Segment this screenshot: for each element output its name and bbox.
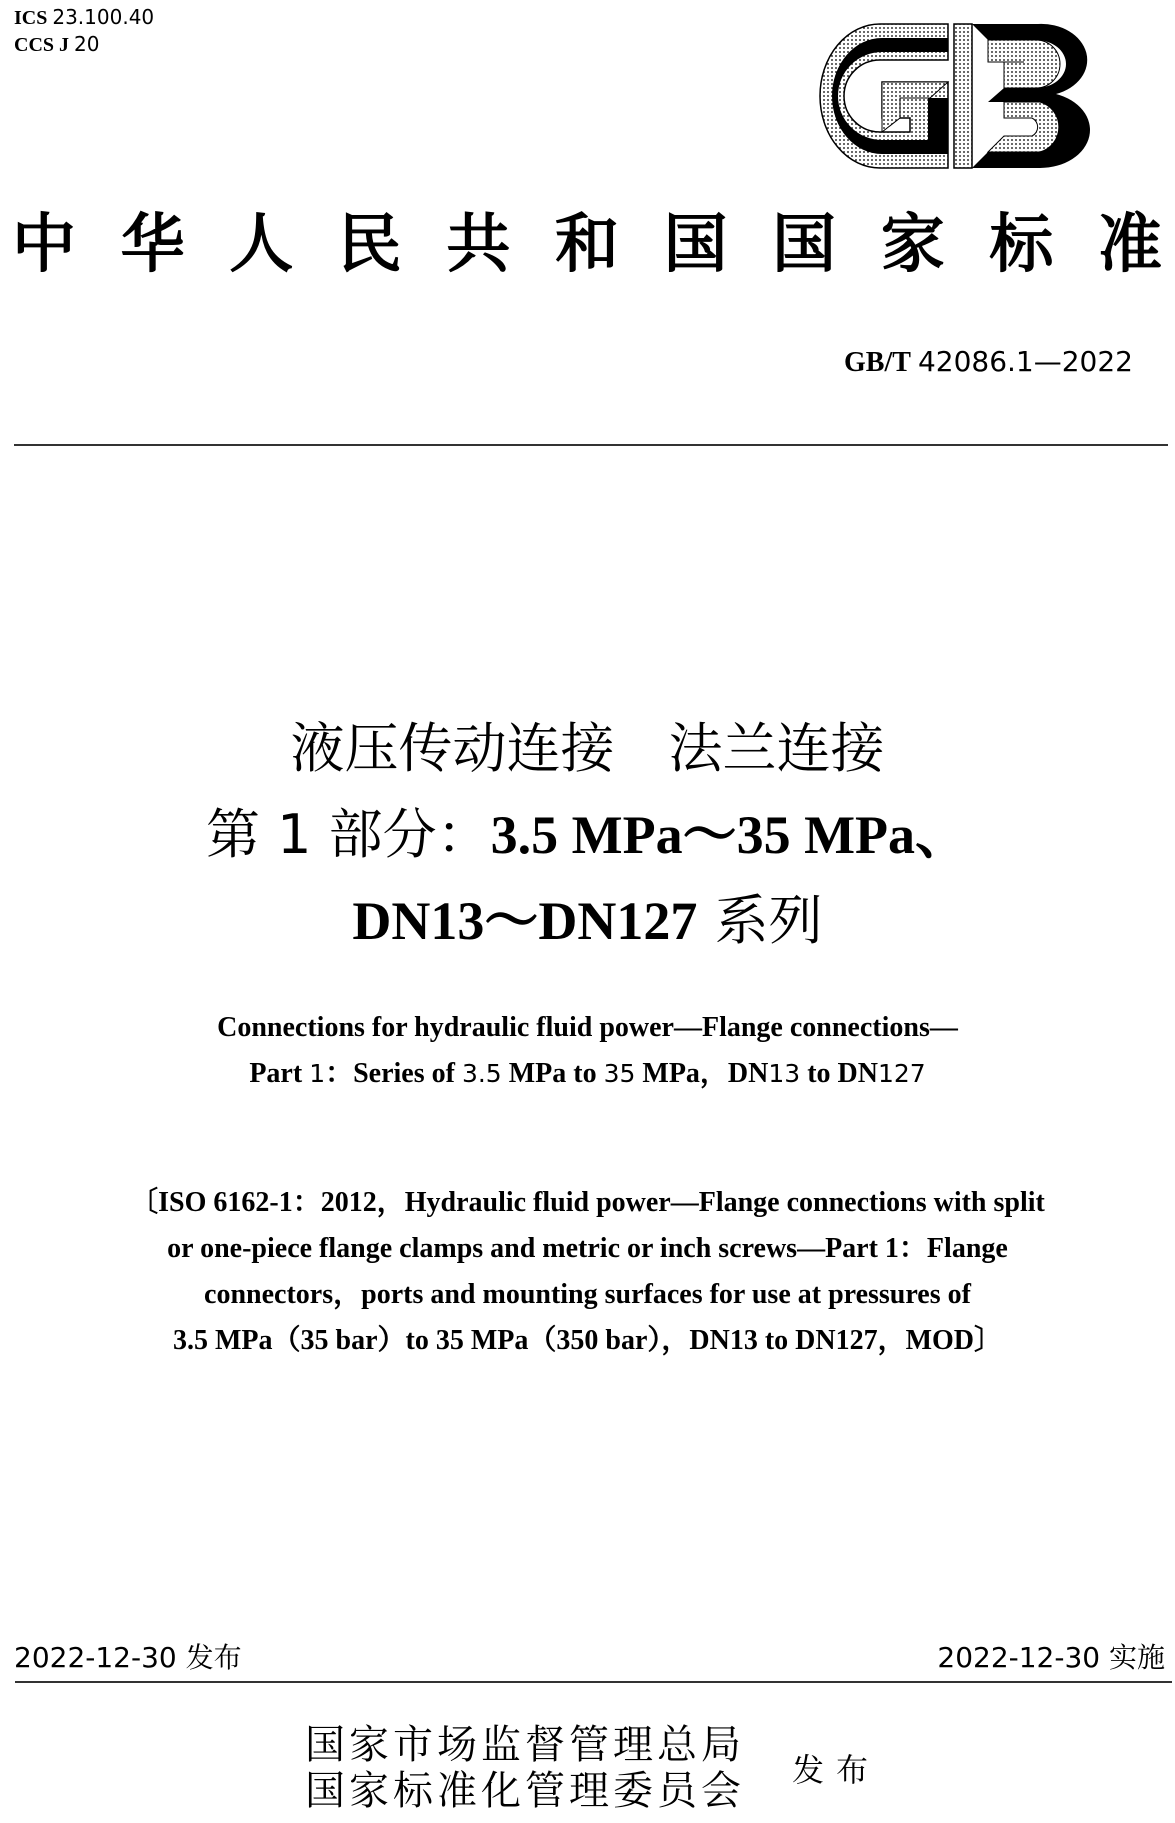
ics-value: 23.100.40 xyxy=(52,5,155,29)
text: 35 xyxy=(603,1059,636,1088)
title-char: 共 xyxy=(446,207,511,282)
chinese-title xyxy=(0,706,1175,964)
english-title-line2 xyxy=(0,1051,1175,1097)
text: Part xyxy=(249,1058,310,1089)
classification-codes xyxy=(14,4,154,58)
national-standard-title xyxy=(12,205,1162,285)
ccs-letter: J xyxy=(59,34,70,56)
issuer-sac: 国家标准化管理委员会 xyxy=(305,1768,745,1814)
chinese-title-line3 xyxy=(0,878,1175,964)
english-title xyxy=(0,1005,1175,1097)
chinese-title-part: 第 1 部分： xyxy=(205,803,491,866)
title-char: 标 xyxy=(989,207,1054,282)
gb-logo-icon xyxy=(818,22,1090,170)
title-char: 人 xyxy=(229,207,294,282)
iso-reference xyxy=(0,1180,1175,1364)
text: to DN xyxy=(800,1058,878,1089)
issuer-samr: 国家市场监督管理总局 xyxy=(305,1722,745,1768)
text: 1 xyxy=(309,1059,326,1088)
issued-label: 发布 xyxy=(792,1751,881,1789)
chinese-title-line1: 液压传动连接 法兰连接 xyxy=(290,717,885,780)
ccs-label: CCS xyxy=(14,34,55,56)
ccs-value: 20 xyxy=(74,32,100,56)
chinese-title-series: 系列 xyxy=(697,889,823,952)
text: 127 xyxy=(877,1059,926,1088)
issuing-authorities xyxy=(305,1722,745,1814)
iso-reference-line2: or one-piece flange clamps and metric or inch screws—Part 1：Flange xyxy=(167,1233,1008,1264)
bottom-divider xyxy=(15,1681,1172,1683)
ccs-code xyxy=(14,31,154,58)
iso-reference-line1: 〔ISO 6162-1：2012，Hydraulic fluid power—Flange connections with split xyxy=(130,1187,1045,1218)
title-char: 家 xyxy=(880,207,945,282)
title-char: 国 xyxy=(772,207,837,282)
standard-code: 42086.1—2022 xyxy=(917,345,1133,378)
chinese-title-pressure: 3.5 MPa～35 MPa、 xyxy=(490,805,970,865)
text: 3.5 xyxy=(461,1059,502,1088)
text: MPa to xyxy=(501,1058,604,1089)
ics-code xyxy=(14,4,154,31)
text: 13 xyxy=(768,1059,801,1088)
chinese-title-line2 xyxy=(0,792,1175,878)
title-char: 华 xyxy=(120,207,185,282)
title-char: 准 xyxy=(1097,207,1162,282)
title-char: 民 xyxy=(337,207,402,282)
issue-date: 2022-12-30 发布 xyxy=(14,1641,242,1674)
iso-reference-line3: connectors，ports and mounting surfaces for use at pressures of xyxy=(204,1279,971,1310)
chinese-title-dn: DN13～DN127 xyxy=(352,891,698,951)
title-char: 和 xyxy=(554,207,619,282)
text: MPa，DN xyxy=(635,1058,769,1089)
implementation-date: 2022-12-30 实施 xyxy=(937,1641,1165,1674)
text: ：Series of xyxy=(325,1058,462,1089)
title-char: 国 xyxy=(663,207,728,282)
title-char: 中 xyxy=(12,207,76,282)
top-divider xyxy=(14,444,1168,446)
english-title-line1: Connections for hydraulic fluid power—Flange connections— xyxy=(217,1012,958,1043)
ics-label: ICS xyxy=(14,7,48,29)
standard-number xyxy=(844,344,1133,381)
standard-prefix: GB/T xyxy=(844,347,911,378)
iso-reference-line4: 3.5 MPa（35 bar）to 35 MPa（350 bar），DN13 to DN127，MOD〕 xyxy=(172,1325,1003,1356)
